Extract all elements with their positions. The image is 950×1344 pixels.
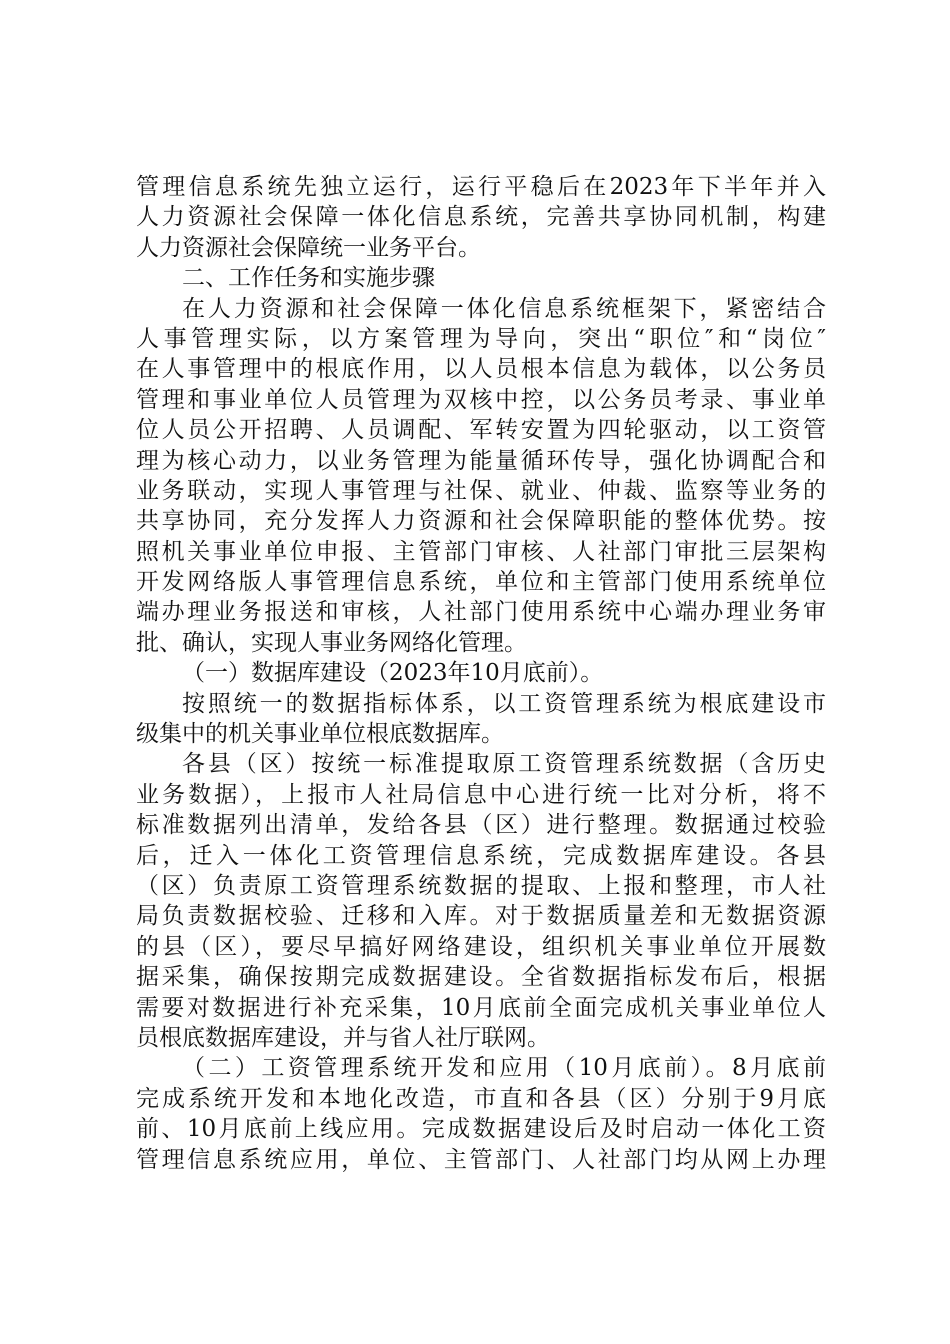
subsection-heading: （二）工资管理系统开发和应用（10月底前）。8月底前 (182, 1055, 826, 1082)
paragraph-line: 在人事管理中的根底作用，以人员根本信息为载体，以公务员 (136, 356, 826, 383)
paragraph-line: 标准数据列出清单，发给各县（区）进行整理。数据通过校验 (136, 812, 826, 839)
paragraph-line: 位人员公开招聘、人员调配、军转安置为四轮驱动，以工资管 (136, 417, 826, 444)
paragraph-line: 开发网络版人事管理信息系统，单位和主管部门使用系统单位 (136, 569, 826, 596)
paragraph-line: 局负责数据校验、迁移和入库。对于数据质量差和无数据资源 (136, 903, 826, 930)
document-body (136, 172, 826, 1175)
paragraph-line: 需要对数据进行补充采集，10月底前全面完成机关事业单位人 (136, 994, 826, 1021)
paragraph-line: （区）负责原工资管理系统数据的提取、上报和整理，市人社 (136, 872, 826, 899)
paragraph-line: 按照统一的数据指标体系，以工资管理系统为根底建设市 (182, 690, 826, 717)
paragraph-line: 据采集，确保按期完成数据建设。全省数据指标发布后，根据 (136, 964, 826, 991)
paragraph-line: 后，迁入一体化工资管理信息系统，完成数据库建设。各县 (136, 842, 826, 869)
paragraph-line: 人事管理实际，以方案管理为导向，突出“职位″和“岗位″ (136, 325, 826, 352)
paragraph-line: 业务联动，实现人事管理与社保、就业、仲裁、监察等业务的 (136, 477, 826, 504)
paragraph-line: 完成系统开发和本地化改造，市直和各县（区）分别于9月底 (136, 1085, 826, 1112)
paragraph-line: 员根底数据库建设，并与省人社厅联网。 (136, 1024, 550, 1051)
paragraph-line: 批、确认，实现人事业务网络化管理。 (136, 629, 527, 656)
paragraph-line: 端办理业务报送和审核，人社部门使用系统中心端办理业务审 (136, 599, 826, 626)
paragraph-line: 各县（区）按统一标准提取原工资管理系统数据（含历史 (182, 751, 826, 778)
paragraph-line: 管理和事业单位人员管理为双核中控，以公务员考录、事业单 (136, 386, 826, 413)
paragraph-line: 理为核心动力，以业务管理为能量循环传导，强化协调配合和 (136, 447, 826, 474)
paragraph-line: 在人力资源和社会保障一体化信息系统框架下，紧密结合 (182, 295, 826, 322)
paragraph-line: 前、10月底前上线应用。完成数据建设后及时启动一体化工资 (136, 1116, 826, 1143)
paragraph-line: 人力资源社会保障统一业务平台。 (136, 234, 481, 261)
paragraph-line: 人力资源社会保障一体化信息系统，完善共享协同机制，构建 (136, 204, 826, 231)
paragraph-line: 共享协同，充分发挥人力资源和社会保障职能的整体优势。按 (136, 508, 826, 535)
section-heading: 二、工作任务和实施步骤 (182, 265, 435, 292)
paragraph-line: 业务数据），上报市人社局信息中心进行统一比对分析，将不 (136, 781, 826, 808)
subsection-heading: （一）数据库建设（2023年10月底前）。 (182, 660, 604, 687)
paragraph-line: 照机关事业单位申报、主管部门审核、人社部门审批三层架构 (136, 538, 826, 565)
paragraph-line: 管理信息系统先独立运行，运行平稳后在2023年下半年并入 (136, 174, 826, 200)
paragraph-line: 的县（区），要尽早搞好网络建设，组织机关事业单位开展数 (136, 933, 826, 960)
paragraph-line: 管理信息系统应用，单位、主管部门、人社部门均从网上办理 (136, 1146, 826, 1173)
paragraph-line: 级集中的机关事业单位根底数据库。 (136, 721, 504, 748)
